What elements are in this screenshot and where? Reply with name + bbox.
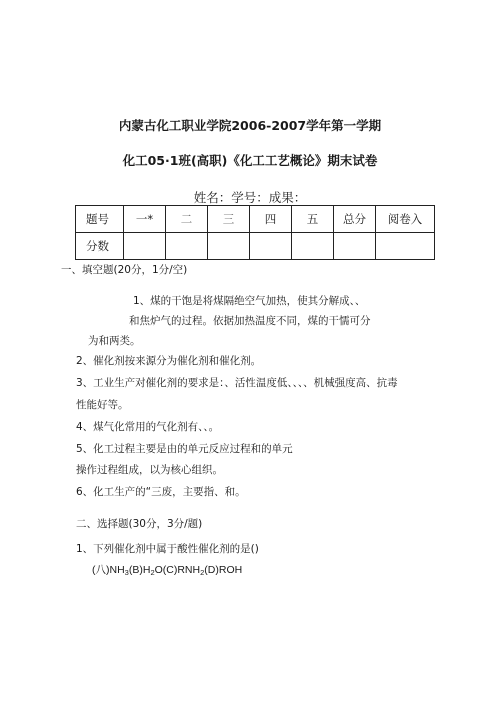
question-2: 2、催化剂按来源分为催化剂和催化剂。	[76, 355, 262, 367]
score-entry-cell[interactable]	[376, 233, 435, 260]
question-3-line-2: 性能好等。	[76, 399, 129, 411]
score-table-score-row	[76, 233, 435, 260]
exam-subtitle: 化工05·1班(高职)《化工工艺概论》期末试卷	[122, 153, 378, 168]
choice-question-1: 1、下列催化剂中属于酸性催化剂的是()	[76, 543, 259, 555]
question-1-line-3: 为和两类。	[88, 335, 141, 347]
score-entry-cell[interactable]	[208, 233, 250, 260]
option-b-text: (B)H	[128, 564, 151, 576]
question-5-line-2: 操作过程组成，以为核心组织。	[76, 464, 223, 476]
score-table	[75, 205, 435, 260]
table-cell: 分数	[76, 233, 124, 260]
table-cell: 四	[250, 206, 292, 233]
question-5-line-1: 5、化工过程主要是由的单元反应过程和的单元	[76, 443, 293, 455]
table-cell: 一*	[124, 206, 166, 233]
exam-title: 内蒙古化工职业学院2006-2007学年第一学期	[118, 118, 382, 133]
option-d-text: (D)ROH	[204, 564, 243, 576]
section-heading-fill: 一、填空题(20分，1分/空)	[61, 264, 188, 276]
table-cell: 五	[292, 206, 334, 233]
score-entry-cell[interactable]	[292, 233, 334, 260]
question-4: 4、煤气化常用的气化剂有、、。	[76, 421, 220, 433]
score-entry-cell[interactable]	[334, 233, 376, 260]
score-entry-cell[interactable]	[124, 233, 166, 260]
question-1-line-1: 1、煤的干饱是将煤隔绝空气加热，使其分解成、、	[133, 295, 366, 307]
question-1-line-2: 和焦炉气的过程。依据加热温度不同，煤的干懦可分	[129, 315, 371, 327]
question-3-line-1: 3、工业生产对催化剂的要求是：、活性温度低、、、、机械强度高、抗毒	[76, 377, 398, 389]
section-heading-choice: 二、选择题(30分，3分/题)	[76, 518, 203, 530]
score-entry-cell[interactable]	[166, 233, 208, 260]
option-c-text: O(C)RNH	[154, 564, 201, 576]
option-a-text: NH	[109, 564, 125, 576]
table-cell: 三	[208, 206, 250, 233]
choice-question-1-options: (八)$NH_3(B)H_2O(C)RNH_2(D)ROH$	[92, 564, 243, 577]
score-entry-cell[interactable]	[250, 233, 292, 260]
options-prefix: (八)	[92, 564, 110, 576]
student-info-line: 姓名：学号：成果：	[193, 190, 307, 205]
table-cell: 二	[166, 206, 208, 233]
table-cell: 阅卷入	[376, 206, 435, 233]
question-6: 6、化工生产的“三废，主要指、和。	[76, 486, 246, 498]
score-table-header-row	[76, 206, 435, 233]
table-cell: 总分	[334, 206, 376, 233]
table-cell: 题号	[76, 206, 124, 233]
